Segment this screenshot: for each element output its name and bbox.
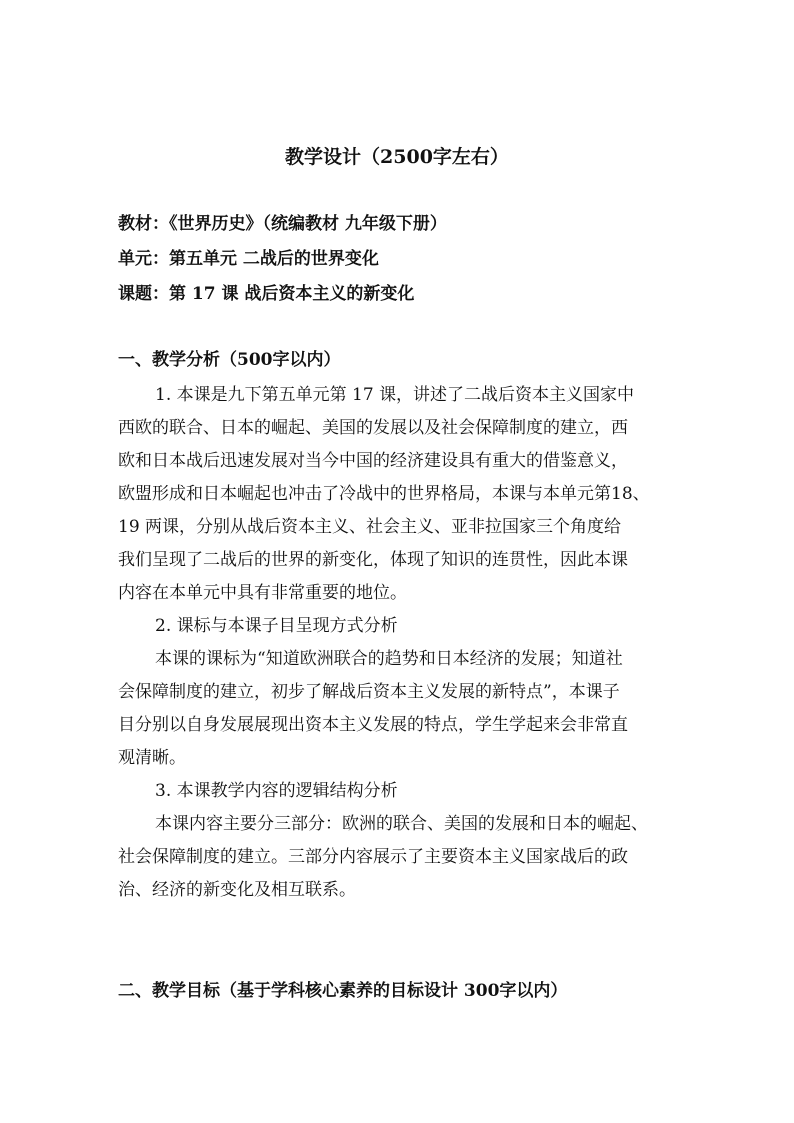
item1-line: 1. 本课是九下第五单元第 17 课，讲述了二战后资本主义国家中 xyxy=(155,385,635,405)
document-title: 教学设计（2500字左右） xyxy=(285,146,509,168)
item2-line: 本课的课标为“知道欧洲联合的趋势和日本经济的发展；知道社 xyxy=(155,649,623,669)
section-2-heading: 二、教学目标（基于学科核心素养的目标设计 300字以内） xyxy=(118,981,568,1001)
item1-line: 西欧的联合、日本的崛起、美国的发展以及社会保障制度的建立，西 xyxy=(118,418,628,438)
item3-title: 3. 本课教学内容的逻辑结构分析 xyxy=(155,781,398,801)
topic-line: 课题：第 17 课 战后资本主义的新变化 xyxy=(118,284,415,304)
item1-line: 我们呈现了二战后的世界的新变化，体现了知识的连贯性，因此本课 xyxy=(118,550,628,570)
item2-line: 目分别以自身发展展现出资本主义发展的特点，学生学起来会非常直 xyxy=(118,715,628,735)
item1-line: 内容在本单元中具有非常重要的地位。 xyxy=(118,583,407,603)
item1-line: 19 两课，分别从战后资本主义、社会主义、亚非拉国家三个角度给 xyxy=(118,517,622,537)
material-line: 教材：《世界历史》（统编教材 九年级下册） xyxy=(118,214,447,234)
item2-title: 2. 课标与本课子目呈现方式分析 xyxy=(155,616,398,636)
item3-line: 治、经济的新变化及相互联系。 xyxy=(118,880,356,900)
section-1-heading: 一、教学分析（500字以内） xyxy=(118,350,341,370)
unit-line: 单元：第五单元 二战后的世界变化 xyxy=(118,249,379,269)
item1-line: 欧盟形成和日本崛起也冲击了冷战中的世界格局，本课与本单元第18、 xyxy=(118,484,650,504)
item3-line: 本课内容主要分三部分：欧洲的联合、美国的发展和日本的崛起、 xyxy=(155,814,648,834)
item2-line: 会保障制度的建立，初步了解战后资本主义发展的新特点”，本课子 xyxy=(118,682,620,702)
item2-line: 观清晰。 xyxy=(118,748,186,768)
item1-line: 欧和日本战后迅速发展对当今中国的经济建设具有重大的借鉴意义， xyxy=(118,451,628,471)
item3-line: 社会保障制度的建立。三部分内容展示了主要资本主义国家战后的政 xyxy=(118,847,628,867)
